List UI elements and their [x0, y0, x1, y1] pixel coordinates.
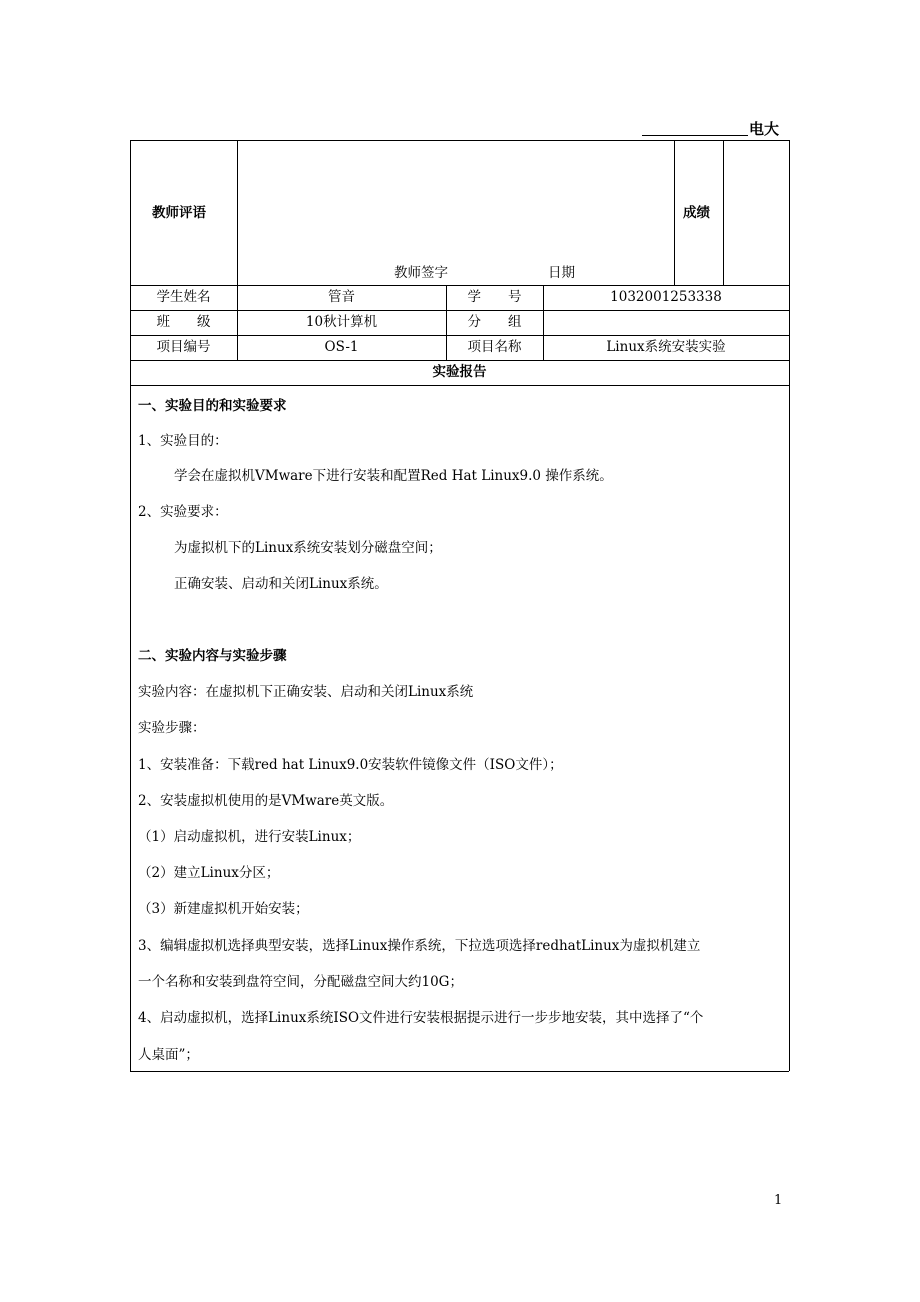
table-top-border: [130, 140, 789, 141]
step-line: 2、安装虚拟机使用的是VMware英文版。: [138, 793, 394, 809]
class-value: 10秋计算机: [305, 314, 378, 330]
step-line: （3）新建虚拟机开始安装；: [138, 901, 309, 917]
section1-heading: 一、实验目的和实验要求: [138, 398, 287, 414]
table-line: [130, 335, 789, 336]
class-label: 班 级: [156, 314, 211, 330]
student-name-value: 管音: [328, 289, 355, 305]
step-line: 人桌面”；: [138, 1047, 199, 1063]
school-name-blank: [642, 135, 748, 136]
project-id-label: 项目编号: [156, 339, 211, 355]
date-label: 日期: [548, 265, 575, 281]
teacher-sign-label: 教师签字: [394, 265, 448, 281]
step-line: （2）建立Linux分区；: [138, 865, 280, 881]
group-label: 分 组: [467, 314, 522, 330]
content-line: 实验内容：在虚拟机下正确安装、启动和关闭Linux系统: [138, 684, 474, 700]
step-line: 3、编辑虚拟机选择典型安装，选择Linux操作系统，下拉选项选择redhatLinux为虚拟机建立: [138, 938, 701, 954]
section2-heading: 二、实验内容与实验步骤: [138, 648, 287, 664]
table-bottom-border: [130, 1071, 789, 1072]
page-number: 1: [774, 1193, 783, 1208]
student-id-value: 1032001253338: [610, 289, 722, 305]
table-line: [130, 310, 789, 311]
table-right-border: [789, 140, 790, 1071]
step-line: 一个名称和安装到盘符空间，分配磁盘空间大约10G；: [138, 974, 463, 990]
table-line: [130, 385, 789, 386]
report-title: 实验报告: [432, 364, 487, 380]
student-id-label: 学 号: [467, 289, 522, 305]
table-line: [130, 360, 789, 361]
teacher-comment-label: 教师评语: [152, 205, 206, 221]
step-line: 1、安装准备：下载red hat Linux9.0安装软件镜像文件（ISO文件）；: [138, 757, 563, 773]
purpose-label: 1、实验目的：: [138, 433, 228, 449]
table-line: [723, 140, 724, 285]
student-name-label: 学生姓名: [156, 289, 211, 305]
project-name-label: 项目名称: [467, 339, 522, 355]
requirements-label: 2、实验要求：: [138, 504, 228, 520]
table-left-border: [130, 140, 131, 1071]
requirement-item: 正确安装、启动和关闭Linux系统。: [174, 576, 388, 592]
project-id-value: OS-1: [324, 339, 359, 355]
step-line: 4、启动虚拟机，选择Linux系统ISO文件进行安装根据提示进行一步步地安装，其中选择了“个: [138, 1010, 704, 1026]
school-suffix: 电大: [749, 120, 780, 138]
table-line: [130, 285, 789, 286]
step-line: （1）启动虚拟机，进行安装Linux；: [138, 829, 361, 845]
steps-label: 实验步骤：: [138, 720, 206, 736]
table-line: [674, 140, 675, 285]
grade-label: 成绩: [683, 205, 710, 221]
purpose-text: 学会在虚拟机VMware下进行安装和配置Red Hat Linux9.0 操作系统。: [174, 468, 613, 484]
project-name-value: Linux系统安装实验: [606, 339, 726, 355]
requirement-item: 为虚拟机下的Linux系统安装划分磁盘空间；: [174, 540, 442, 556]
